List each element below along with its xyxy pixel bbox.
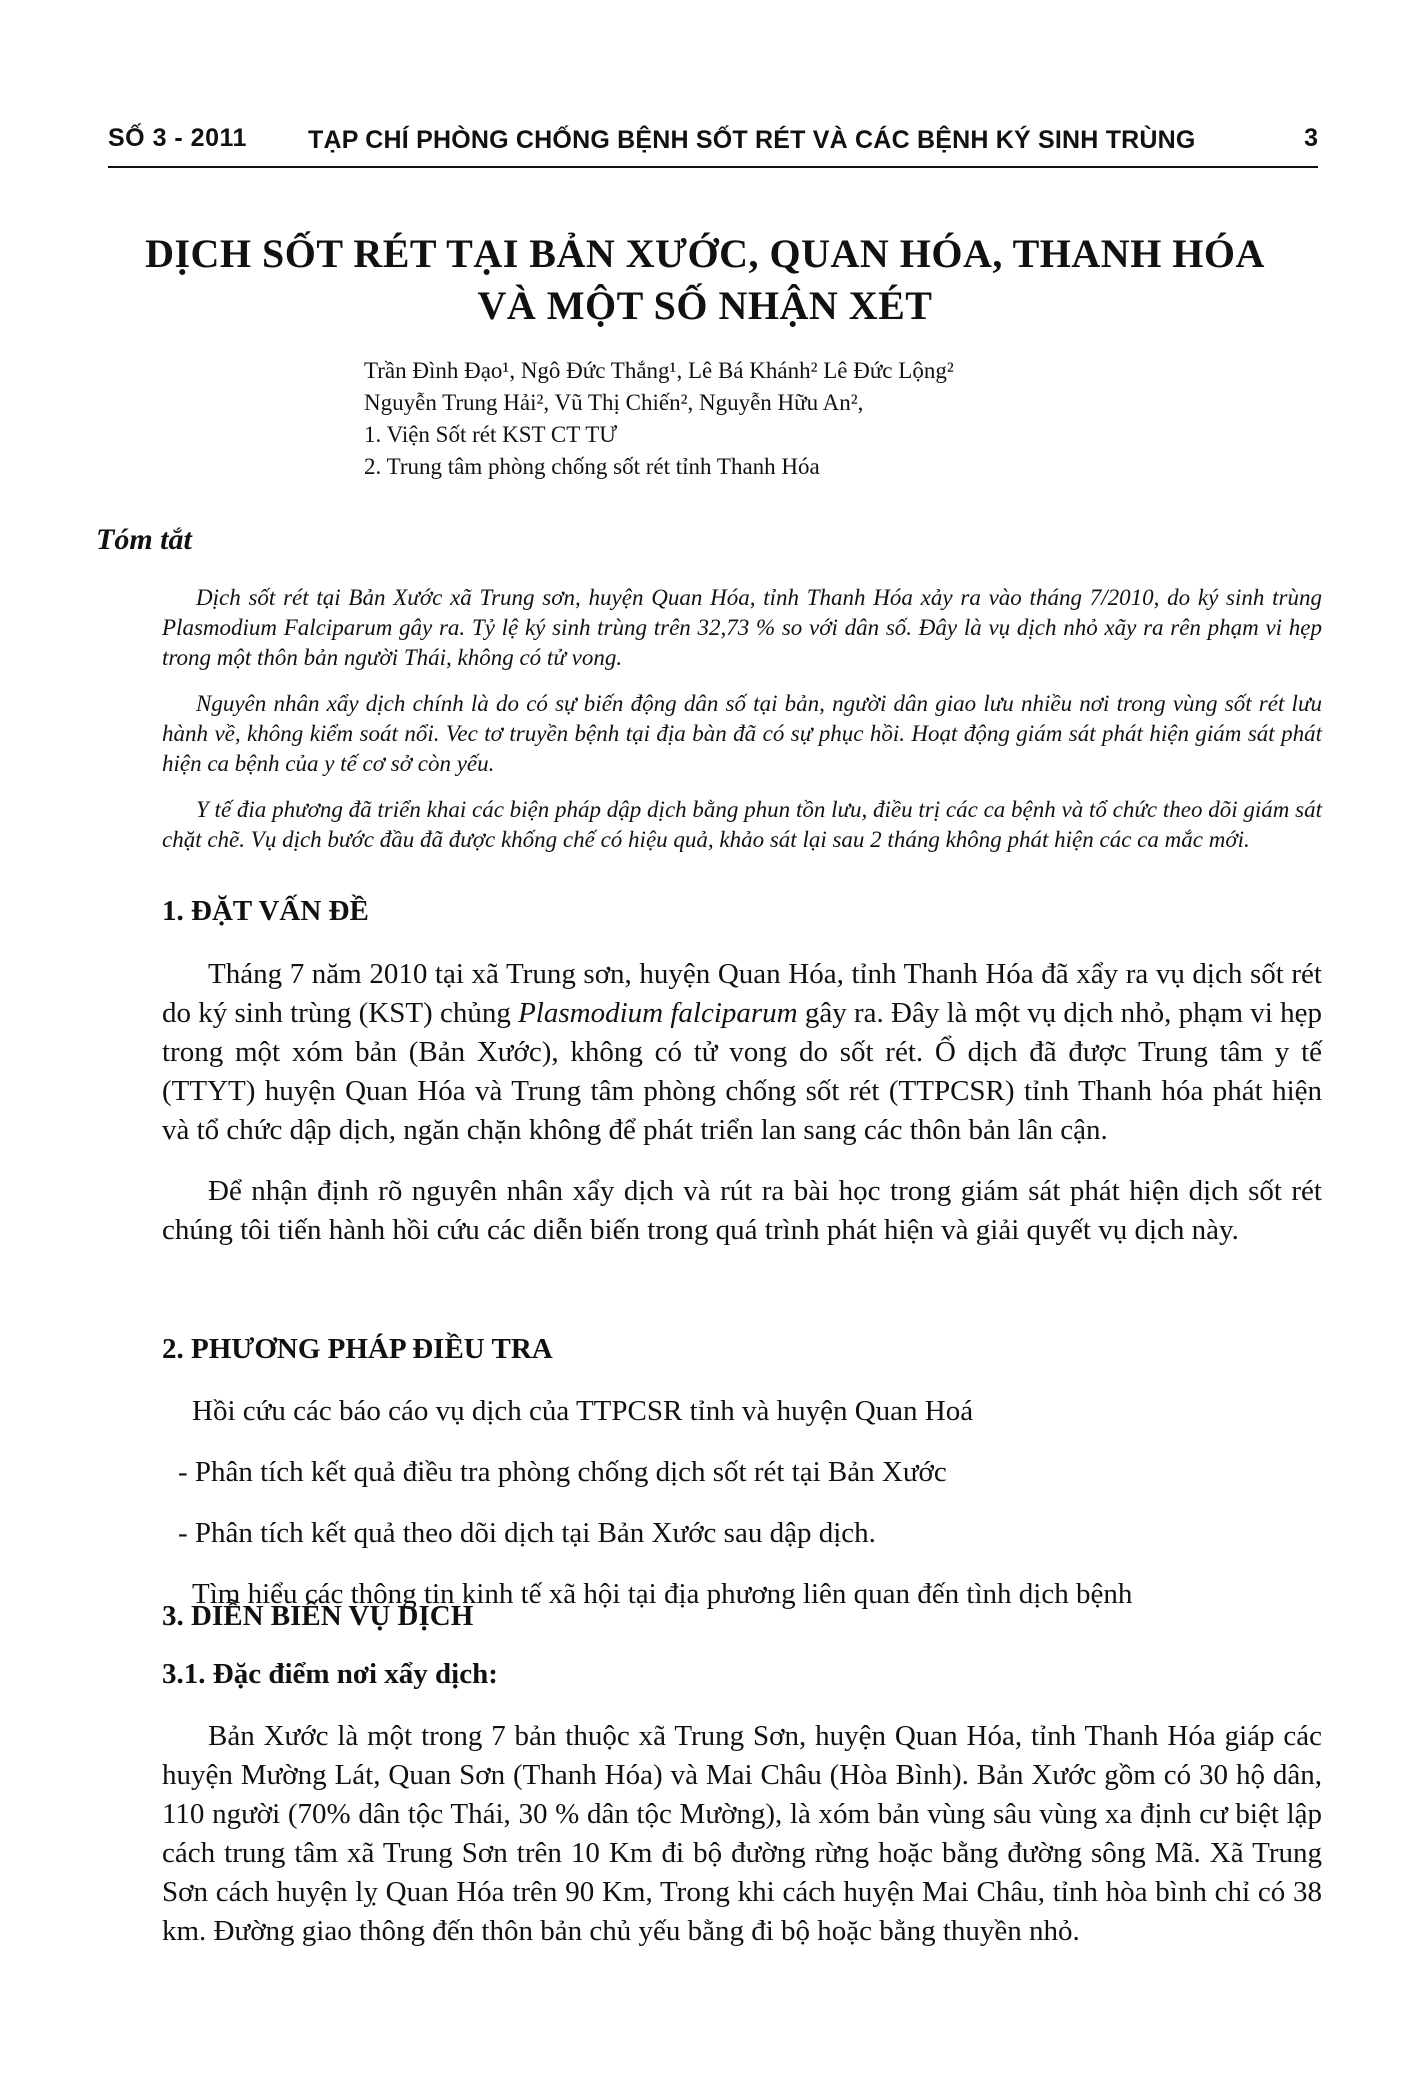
abstract-heading: Tóm tắt <box>96 523 192 556</box>
paragraph-text: gây ra. Đây là một vụ dịch nhỏ, phạm vi hẹp trong một xóm bản (Bản Xước), không có tử vong do sốt rét. Ổ dịch đã được Trung tâm y tế (TTYT) huyện Quan Hóa và Trung tâm phòng chống sốt rét (TTPCSR) tỉnh Thanh hóa phát hiện và tổ chức dập dịch, ngăn chặn không để phát triển lan sang các thôn bản lân cận. <box>162 997 1322 1146</box>
affiliation-1: 1. Viện Sốt rét KST CT TƯ <box>364 422 618 447</box>
list-item: - Phân tích kết quả theo dõi dịch tại Bản Xước sau dập dịch. <box>178 1517 876 1549</box>
list-item: Hồi cứu các báo cáo vụ dịch của TTPCSR tỉnh và huyện Quan Hoá <box>192 1395 974 1427</box>
page-number: 3 <box>1304 124 1318 152</box>
page-header <box>108 118 1318 168</box>
section-heading-1: 1. ĐẶT VẤN ĐỀ <box>162 895 369 927</box>
list-item: - Phân tích kết quả điều tra phòng chống dịch sốt rét tại Bản Xước <box>178 1456 947 1488</box>
abstract-body <box>162 583 1322 871</box>
authors-line-2: Nguyễn Trung Hải², Vũ Thị Chiến², Nguyễn Hữu An², <box>364 390 864 415</box>
body-paragraph: Để nhận định rõ nguyên nhân xẩy dịch và rút ra bài học trong giám sát phát hiện dịch sốt rét chúng tôi tiến hành hồi cứu các diễn biến trong quá trình phát hiện và giải quyết vụ dịch này. <box>162 1175 1322 1246</box>
section-3-body <box>162 1717 1322 1951</box>
species-name: Plasmodium falciparum <box>518 997 798 1029</box>
abstract-paragraph: Nguyên nhân xẩy dịch chính là do có sự biến động dân số tại bản, người dân giao lưu nhiều nơi trong vùng sốt rét lưu hành về, không kiểm soát nổi. Vec tơ truyền bệnh tại địa bàn đã có sự phục hồi. Hoạt động giám sát phát hiện giám sát phát hiện ca bệnh của y tế cơ sở còn yếu. <box>162 691 1322 776</box>
author-block <box>364 355 1264 483</box>
abstract-paragraph: Y tế đia phương đã triển khai các biện pháp dập dịch bằng phun tồn lưu, điều trị các ca bệnh và tổ chức theo dõi giám sát chặt chẽ. Vụ dịch bước đầu đã được khống chế có hiệu quả, khảo sát lại sau 2 tháng không phát hiện các ca mắc mới. <box>162 797 1322 852</box>
abstract-paragraph: Dịch sốt rét tại Bản Xước xã Trung sơn, huyện Quan Hóa, tỉnh Thanh Hóa xảy ra vào tháng 7/2010, do ký sinh trùng Plasmodium Falciparum gây ra. Tỷ lệ ký sinh trùng trên 32,73 % so với dân số. Đây là vụ dịch nhỏ xãy ra rên phạm vi hẹp trong một thôn bản người Thái, không có tử vong. <box>162 585 1322 670</box>
title-line-1: DỊCH SỐT RÉT TẠI BẢN XƯỚC, QUAN HÓA, THANH HÓA <box>145 231 1265 276</box>
section-heading-2: 2. PHƯƠNG PHÁP ĐIỀU TRA <box>162 1333 553 1365</box>
section-1-body <box>162 955 1322 1250</box>
article-title <box>100 228 1310 332</box>
title-line-2: VÀ MỘT SỐ NHẬN XÉT <box>477 283 933 328</box>
body-paragraph: Bản Xước là một trong 7 bản thuộc xã Trung Sơn, huyện Quan Hóa, tỉnh Thanh Hóa giáp các huyện Mường Lát, Quan Sơn (Thanh Hóa) và Mai Châu (Hòa Bình). Bản Xước gồm có 30 hộ dân, 110 người (70% dân tộc Thái, 30 % dân tộc Mường), là xóm bản vùng sâu vùng xa định cư biệt lập cách trung tâm xã Trung Sơn trên 10 Km đi bộ đường rừng hoặc bằng đường sông Mã. Xã Trung Sơn cách huyện lỵ Quan Hóa trên 90 Km, Trong khi cách huyện Mai Châu, tỉnh hòa bình chỉ có 38 km. Đường giao thông đến thôn bản chủ yếu bằng đi bộ hoặc bằng thuyền nhỏ. <box>162 1720 1322 1947</box>
affiliation-2: 2. Trung tâm phòng chống sốt rét tỉnh Thanh Hóa <box>364 454 820 479</box>
issue-label: SỐ 3 - 2011 <box>108 124 247 152</box>
list-item: Tìm hiểu các thông tin kinh tế xã hội tại địa phương liên quan đến tình dịch bệnh <box>192 1578 1133 1610</box>
authors-line-1: Trần Đình Đạo¹, Ngô Đức Thắng¹, Lê Bá Khánh² Lê Đức Lộng² <box>364 358 954 383</box>
journal-title: TẠP CHÍ PHÒNG CHỐNG BỆNH SỐT RÉT VÀ CÁC BỆNH KÝ SINH TRÙNG <box>308 126 1196 154</box>
section-heading-3: 3. DIỄN BIẾN VỤ DỊCH <box>162 1600 474 1632</box>
paragraph-text: Tháng 7 năm 2010 tại xã Trung sơn, huyện Quan Hóa, tỉnh Thanh Hóa đã xẩy ra vụ dịch sốt rét do ký sinh trùng (KST) chủng <box>162 958 1322 1029</box>
subsection-heading-3-1: 3.1. Đặc điểm nơi xẩy dịch: <box>162 1658 498 1690</box>
body-paragraph <box>162 955 1322 1150</box>
